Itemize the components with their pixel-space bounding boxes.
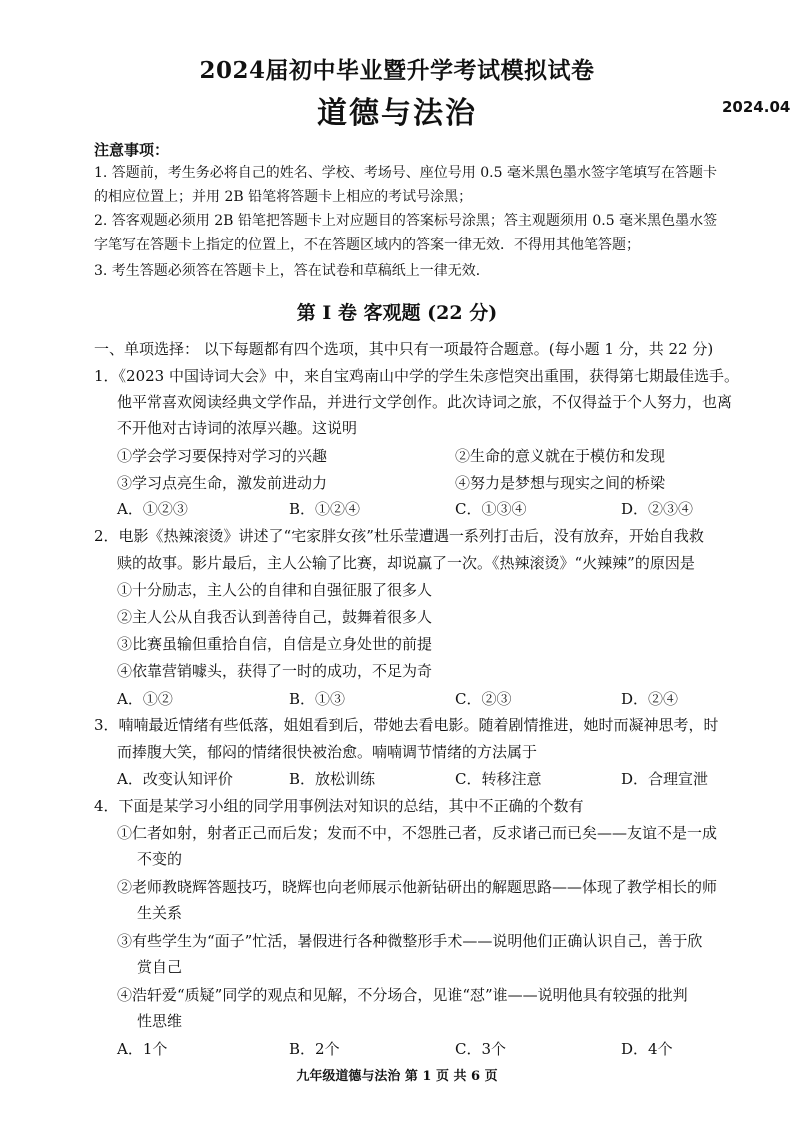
- q3-option-c: C．转移注意: [455, 770, 542, 788]
- q1-stem-line: 他平常喜欢阅读经典文学作品，并进行文学创作。此次诗词之旅，不仅得益于个人努力，也离: [117, 393, 733, 411]
- q1-item: ④努力是梦想与现实之间的桥梁: [455, 474, 666, 492]
- q2-item: ④依靠营销噱头，获得了一时的成功，不足为奇: [117, 662, 433, 680]
- q1-item: ②生命的意义就在于模仿和发现: [455, 447, 666, 465]
- q4-option-c: C．3个: [455, 1040, 507, 1058]
- notice-line: 3. 考生答题必须答在答题卡上，答在试卷和草稿纸上一律无效．: [94, 263, 490, 279]
- notice-line: 2. 答客观题必须用 2B 铅笔把答题卡上对应题目的答案标号涂黑；答主观题须用 0.5 毫米黑色墨水签: [94, 213, 718, 229]
- q4-option-d: D．4个: [621, 1040, 673, 1058]
- q3-stem-line: 而捧腹大笑，郁闷的情绪很快被治愈。喃喃调节情绪的方法属于: [117, 743, 538, 761]
- q2-item: ③比赛虽输但重拾自信，自信是立身处世的前提: [117, 635, 433, 653]
- exam-date: 2024.04: [722, 98, 791, 116]
- subject-title: 道德与法治: [317, 96, 477, 131]
- notice-heading: 注意事项：: [94, 141, 170, 159]
- q4-item: 性思维: [137, 1012, 183, 1030]
- q3-option-a: A．改变认知评价: [117, 770, 233, 788]
- q2-option-d: D．②④: [621, 690, 679, 708]
- q3-stem-line: 3．喃喃最近情绪有些低落，姐姐看到后，带她去看电影。随着剧情推进，她时而凝神思考，时: [94, 716, 719, 734]
- q1-option-b: B．①②④: [289, 500, 361, 518]
- q4-item: 不变的: [137, 850, 183, 868]
- q2-stem-line: 赎的故事。影片最后，主人公输了比赛，却说赢了一次。《热辣滚烫》“火辣辣”的原因是: [117, 554, 695, 572]
- q2-item: ②主人公从自我否认到善待自己，鼓舞着很多人: [117, 608, 433, 626]
- q1-stem-line: 不开他对古诗词的浓厚兴趣。这说明: [117, 419, 358, 437]
- q4-item: 赏自己: [137, 958, 183, 976]
- exam-title: 2024届初中毕业暨升学考试模拟试卷: [199, 57, 595, 84]
- q1-item: ①学会学习要保持对学习的兴趣: [117, 447, 328, 465]
- q1-stem-line: 1．《2023 中国诗词大会》中，来自宝鸡南山中学的学生朱彦恺突出重围，获得第七期最佳选手。: [94, 367, 739, 385]
- notice-line: 1. 答题前，考生务必将自己的姓名、学校、考场号、座位号用 0.5 毫米黑色墨水签字笔填写在答题卡: [94, 165, 717, 181]
- q1-option-c: C．①③④: [455, 500, 527, 518]
- q1-option-d: D．②③④: [621, 500, 694, 518]
- q4-stem: 4．下面是某学习小组的同学用事例法对知识的总结，其中不正确的个数有: [94, 797, 584, 815]
- q1-item: ③学习点亮生命，激发前进动力: [117, 474, 328, 492]
- notice-line: 字笔写在答题卡上指定的位置上，不在答题区域内的答案一律无效．不得用其他笔答题；: [94, 237, 640, 253]
- notice-line: 的相应位置上；并用 2B 铅笔将答题卡上相应的考试号涂黑；: [94, 189, 473, 205]
- q3-option-d: D．合理宣泄: [621, 770, 709, 788]
- q4-item: ④浩轩爱“质疑”同学的观点和见解，不分场合，见谁“怼”谁——说明他具有较强的批判: [117, 986, 688, 1004]
- page-footer: 九年级道德与法治 第 1 页 共 6 页: [296, 1069, 498, 1084]
- q4-item: ③有些学生为“面子”忙活，暑假进行各种微整形手术——说明他们正确认识自己，善于欣: [117, 932, 703, 950]
- q1-option-a: A．①②③: [117, 500, 188, 518]
- q2-option-b: B．①③: [289, 690, 346, 708]
- q2-stem-line: 2．电影《热辣滚烫》讲述了“宅家胖女孩”杜乐莹遭遇一系列打击后，没有放弃，开始自我救: [94, 527, 704, 545]
- q4-item: ②老师教晓辉答题技巧，晓辉也向老师展示他新钻研出的解题思路——体现了教学相长的师: [117, 878, 718, 896]
- q4-option-a: A．1个: [117, 1040, 168, 1058]
- q4-option-b: B．2个: [289, 1040, 340, 1058]
- q2-option-c: C．②③: [455, 690, 512, 708]
- section-title: 第 I 卷 客观题 (22 分): [296, 302, 498, 324]
- q3-option-b: B．放松训练: [289, 770, 376, 788]
- q2-item: ①十分励志，主人公的自律和自强征服了很多人: [117, 581, 433, 599]
- q2-option-a: A．①②: [117, 690, 173, 708]
- q4-item: 生关系: [137, 904, 183, 922]
- section-instruction: 一、单项选择： 以下每题都有四个选项，其中只有一项最符合题意。(每小题 1 分，共 22 分): [94, 340, 714, 358]
- q4-item: ①仁者如射，射者正己而后发；发而不中，不怨胜己者，反求诸己而已矣——友谊不是一成: [117, 824, 718, 842]
